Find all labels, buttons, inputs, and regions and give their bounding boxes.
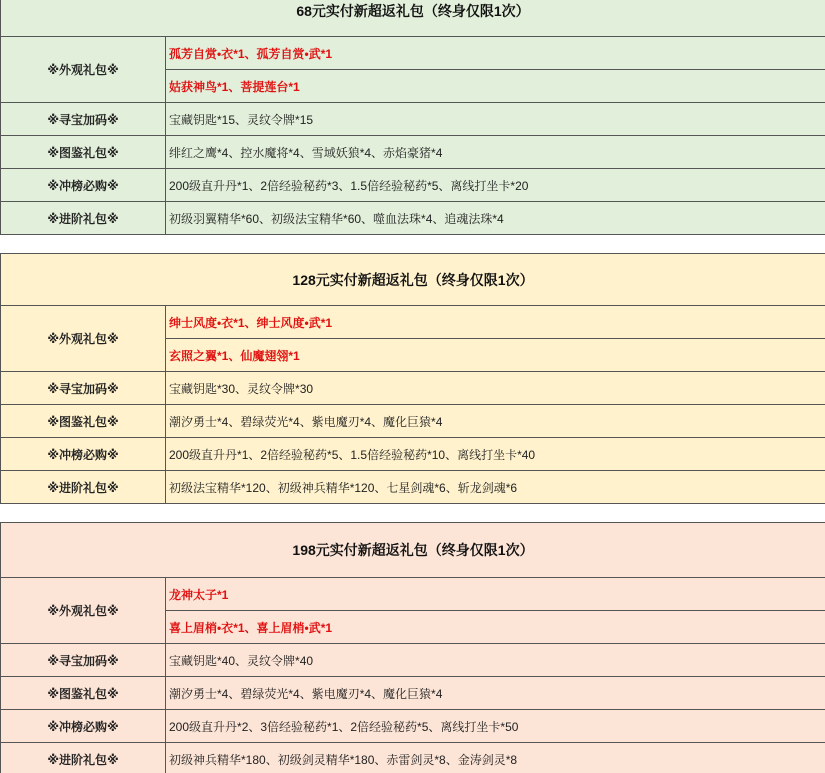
- appearance-label: ※外观礼包※: [1, 37, 166, 103]
- appearance-line-1: 孤芳自赏•衣*1、孤芳自赏•武*1: [166, 37, 825, 70]
- codex-value: 潮汐勇士*4、碧绿荧光*4、紫电魔刃*4、魔化巨猿*4: [166, 677, 825, 710]
- treasure-value: 宝藏钥匙*40、灵纹令牌*40: [166, 644, 825, 677]
- appearance-line-2: 姑获神鸟*1、菩提莲台*1: [166, 70, 825, 103]
- package-table-198: [0, 522, 825, 773]
- rank-value: 200级直升丹*2、3倍经验秘药*1、2倍经验秘药*5、离线打坐卡*50: [166, 710, 825, 743]
- codex-label: ※图鉴礼包※: [1, 677, 166, 710]
- rank-label: ※冲榜必购※: [1, 169, 166, 202]
- advance-label: ※进阶礼包※: [1, 202, 166, 235]
- rank-value: 200级直升丹*1、2倍经验秘药*3、1.5倍经验秘药*5、离线打坐卡*20: [166, 169, 825, 202]
- advance-value: 初级羽翼精华*60、初级法宝精华*60、噬血法珠*4、追魂法珠*4: [166, 202, 825, 235]
- package-table-68: [0, 0, 825, 235]
- appearance-line-2: 喜上眉梢•衣*1、喜上眉梢•武*1: [166, 611, 825, 644]
- appearance-line-1: 绅士风度•衣*1、绅士风度•武*1: [166, 306, 825, 339]
- appearance-label: ※外观礼包※: [1, 578, 166, 644]
- package-table-128: [0, 253, 825, 504]
- advance-label: ※进阶礼包※: [1, 471, 166, 504]
- appearance-line-1: 龙神太子*1: [166, 578, 825, 611]
- codex-label: ※图鉴礼包※: [1, 405, 166, 438]
- treasure-label: ※寻宝加码※: [1, 372, 166, 405]
- rank-label: ※冲榜必购※: [1, 438, 166, 471]
- advance-label: ※进阶礼包※: [1, 743, 166, 773]
- treasure-value: 宝藏钥匙*15、灵纹令牌*15: [166, 103, 825, 136]
- treasure-label: ※寻宝加码※: [1, 103, 166, 136]
- treasure-value: 宝藏钥匙*30、灵纹令牌*30: [166, 372, 825, 405]
- rank-label: ※冲榜必购※: [1, 710, 166, 743]
- rank-value: 200级直升丹*1、2倍经验秘药*5、1.5倍经验秘药*10、离线打坐卡*40: [166, 438, 825, 471]
- appearance-label: ※外观礼包※: [1, 306, 166, 372]
- package-title: 128元实付新超返礼包（终身仅限1次）: [1, 254, 825, 306]
- package-title: 198元实付新超返礼包（终身仅限1次）: [1, 523, 825, 578]
- advance-value: 初级法宝精华*120、初级神兵精华*120、七星剑魂*6、斩龙剑魂*6: [166, 471, 825, 504]
- advance-value: 初级神兵精华*180、初级剑灵精华*180、赤雷剑灵*8、金涛剑灵*8: [166, 743, 825, 773]
- treasure-label: ※寻宝加码※: [1, 644, 166, 677]
- codex-label: ※图鉴礼包※: [1, 136, 166, 169]
- codex-value: 潮汐勇士*4、碧绿荧光*4、紫电魔刃*4、魔化巨猿*4: [166, 405, 825, 438]
- package-title: 68元实付新超返礼包（终身仅限1次）: [1, 0, 825, 37]
- appearance-line-2: 玄照之翼*1、仙魔翅翎*1: [166, 339, 825, 372]
- codex-value: 绯红之鹰*4、控水魔将*4、雪域妖狼*4、赤焰豪猪*4: [166, 136, 825, 169]
